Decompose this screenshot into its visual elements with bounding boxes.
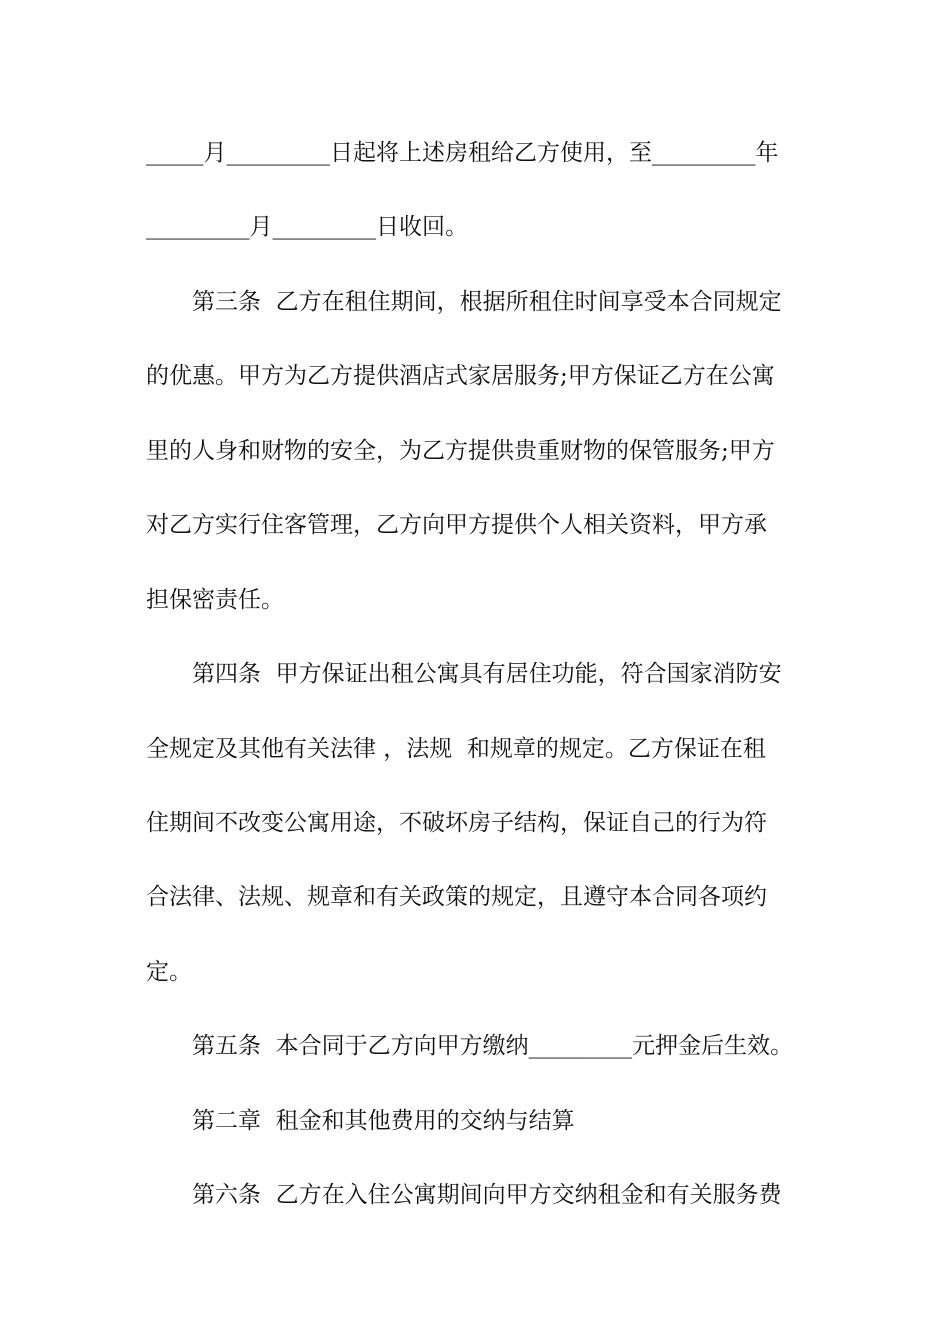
text-line: 第三条 乙方在租住期间，根据所租住时间享受本合同规定 [192,289,782,315]
text-line: 定。 [146,959,192,985]
text-line: 第五条 本合同于乙方向甲方缴纳_________元押金后生效。 [192,1033,794,1059]
text-line: 第六条 乙方在入住公寓期间向甲方交纳租金和有关服务费 [192,1182,782,1208]
text-line: 全规定及其他有关法律 ，法规 和规章的规定。乙方保证在租 [146,736,766,762]
text-line: 第四条 甲方保证出租公寓具有居住功能，符合国家消防安 [192,661,782,687]
text-line: 里的人身和财物的安全，为乙方提供贵重财物的保管服务;甲方 [146,438,775,464]
text-line: 对乙方实行住客管理，乙方向甲方提供个人相关资料，甲方承 [146,512,767,538]
text-line: _____月_________日起将上述房租给乙方使用，至_________年 [146,140,779,166]
chapter-heading: 第二章 租金和其他费用的交纳与结算 [192,1108,575,1134]
text-line: _________月_________日收回。 [146,214,468,240]
text-line: 合法律、法规、规章和有关政策的规定，且遵守本合同各项约 [146,884,767,910]
text-line: 住期间不改变公寓用途，不破坏房子结构，保证自己的行为符 [146,810,767,836]
text-line: 担保密责任。 [146,587,284,613]
text-line: 的优惠。甲方为乙方提供酒店式家居服务;甲方保证乙方在公寓 [146,363,775,389]
